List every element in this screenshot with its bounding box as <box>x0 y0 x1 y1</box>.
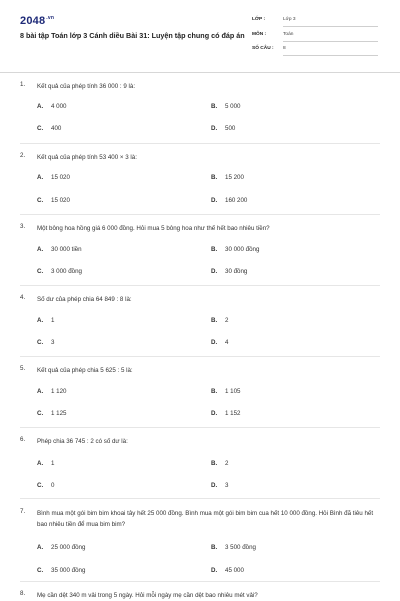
option-a[interactable] <box>37 103 66 110</box>
option-text: 1 152 <box>225 410 241 417</box>
option-c[interactable] <box>37 125 61 132</box>
question-number: 1. <box>20 81 26 88</box>
option-b[interactable] <box>211 388 240 395</box>
option-d[interactable] <box>211 567 244 574</box>
option-letter: B. <box>211 246 218 253</box>
option-text: 160 200 <box>225 197 248 204</box>
page-title: 8 bài tập Toán lớp 3 Cánh diều Bài 31: Luyện tập chung có đáp án <box>20 31 245 40</box>
meta-value: 8 <box>283 46 378 56</box>
option-text: 15 020 <box>51 174 70 181</box>
question-number: 7. <box>20 508 26 515</box>
page-header <box>0 0 400 73</box>
option-text: 1 105 <box>225 388 241 395</box>
option-text: 1 125 <box>51 410 67 417</box>
option-b[interactable] <box>211 460 228 467</box>
option-text: 35 000 đồng <box>51 567 86 574</box>
option-letter: C. <box>37 567 44 574</box>
meta-label: SỐ CÂU : <box>252 46 274 51</box>
option-text: 500 <box>225 125 236 132</box>
option-text: 4 000 <box>51 103 67 110</box>
question-divider <box>20 214 380 215</box>
option-c[interactable] <box>37 482 54 489</box>
option-a[interactable] <box>37 174 70 181</box>
option-a[interactable] <box>37 246 82 253</box>
question-number: 8. <box>20 590 26 597</box>
option-c[interactable] <box>37 339 54 346</box>
option-b[interactable] <box>211 544 256 551</box>
option-letter: A. <box>37 544 44 551</box>
option-letter: D. <box>211 410 218 417</box>
option-text: 4 <box>225 339 229 346</box>
logo-suffix: .vn <box>46 15 55 22</box>
option-letter: B. <box>211 460 218 467</box>
option-letter: B. <box>211 103 218 110</box>
option-letter: C. <box>37 482 44 489</box>
meta-subject <box>252 29 378 43</box>
option-text: 2 <box>225 460 229 467</box>
question-divider <box>20 498 380 499</box>
meta-grade <box>252 14 378 28</box>
option-letter: A. <box>37 460 44 467</box>
option-letter: C. <box>37 339 44 346</box>
option-letter: A. <box>37 246 44 253</box>
question-text: Kết quả của phép chia 5 625 : 5 là: <box>37 367 133 374</box>
option-letter: C. <box>37 268 44 275</box>
option-a[interactable] <box>37 388 66 395</box>
meta-label: LỚP : <box>252 17 266 22</box>
option-letter: C. <box>37 125 44 132</box>
meta-value: Toán <box>283 32 378 42</box>
question-text: Kết quả của phép tính 36 000 : 9 là: <box>37 83 136 90</box>
question-divider <box>20 143 380 144</box>
option-d[interactable] <box>211 339 228 346</box>
option-letter: B. <box>211 317 218 324</box>
option-b[interactable] <box>211 246 259 253</box>
option-b[interactable] <box>211 103 240 110</box>
option-text: 15 020 <box>51 197 70 204</box>
meta-value: Lớp 3 <box>283 17 378 27</box>
option-d[interactable] <box>211 410 240 417</box>
question-number: 6. <box>20 436 26 443</box>
question-text: Kết quả của phép tính 53 400 × 3 là: <box>37 154 137 161</box>
question-text: Một bông hoa hồng giá 6 000 đồng. Hỏi mua 5 bông hoa như thế hết bao nhiêu tiền? <box>37 225 270 232</box>
logo-text: 2048 <box>20 15 46 27</box>
option-letter: B. <box>211 544 218 551</box>
option-a[interactable] <box>37 317 54 324</box>
option-text: 1 <box>51 317 55 324</box>
question-text: Bình mua một gói bim bim khoai tây hết 25 000 đồng. Bình mua một gói bim bim cua hết 10 000 đồng. Hỏi Bình đã tiêu hết bao nhiêu tiền để mua bim bim? <box>37 510 374 528</box>
option-text: 30 000 tiền <box>51 246 82 253</box>
option-a[interactable] <box>37 460 54 467</box>
option-c[interactable] <box>37 567 85 574</box>
question-number: 3. <box>20 223 26 230</box>
question-number: 5. <box>20 365 26 372</box>
option-text: 3 <box>225 482 229 489</box>
option-a[interactable] <box>37 544 85 551</box>
option-text: 0 <box>51 482 55 489</box>
question-number: 4. <box>20 294 26 301</box>
option-letter: D. <box>211 339 218 346</box>
option-text: 30 000 đồng <box>225 246 260 253</box>
option-text: 15 200 <box>225 174 244 181</box>
option-text: 3 <box>51 339 55 346</box>
option-letter: B. <box>211 174 218 181</box>
question-divider <box>20 285 380 286</box>
option-c[interactable] <box>37 268 82 275</box>
option-letter: D. <box>211 197 218 204</box>
site-logo[interactable] <box>20 15 54 27</box>
option-letter: D. <box>211 567 218 574</box>
option-letter: A. <box>37 317 44 324</box>
question-text: Số dư của phép chia 64 849 : 8 là: <box>37 296 132 303</box>
option-d[interactable] <box>211 197 247 204</box>
option-letter: A. <box>37 174 44 181</box>
question-divider <box>20 581 380 582</box>
option-text: 25 000 đồng <box>51 544 86 551</box>
option-text: 3 500 đồng <box>225 544 256 551</box>
question-divider <box>20 356 380 357</box>
question-number: 2. <box>20 152 26 159</box>
option-c[interactable] <box>37 197 70 204</box>
option-d[interactable] <box>211 482 228 489</box>
option-c[interactable] <box>37 410 66 417</box>
option-letter: A. <box>37 388 44 395</box>
option-letter: C. <box>37 410 44 417</box>
option-text: 30 đồng <box>225 268 248 275</box>
option-text: 5 000 <box>225 103 241 110</box>
option-letter: D. <box>211 482 218 489</box>
option-d[interactable] <box>211 125 235 132</box>
option-letter: B. <box>211 388 218 395</box>
question-divider <box>20 427 380 428</box>
option-letter: D. <box>211 268 218 275</box>
option-text: 1 120 <box>51 388 67 395</box>
option-text: 3 000 đồng <box>51 268 82 275</box>
option-d[interactable] <box>211 268 247 275</box>
option-letter: D. <box>211 125 218 132</box>
option-text: 1 <box>51 460 55 467</box>
meta-question-count <box>252 43 378 57</box>
option-b[interactable] <box>211 174 244 181</box>
option-b[interactable] <box>211 317 228 324</box>
option-text: 2 <box>225 317 229 324</box>
option-letter: A. <box>37 103 44 110</box>
option-text: 400 <box>51 125 62 132</box>
question-text: Mẹ cần dệt 340 m vải trong 5 ngày. Hỏi mỗi ngày mẹ cần dệt bao nhiêu mét vải? <box>37 592 258 599</box>
option-letter: C. <box>37 197 44 204</box>
meta-label: MÔN : <box>252 32 267 37</box>
question-text: Phép chia 36 745 : 2 có số dư là: <box>37 438 128 445</box>
option-text: 45 000 <box>225 567 244 574</box>
